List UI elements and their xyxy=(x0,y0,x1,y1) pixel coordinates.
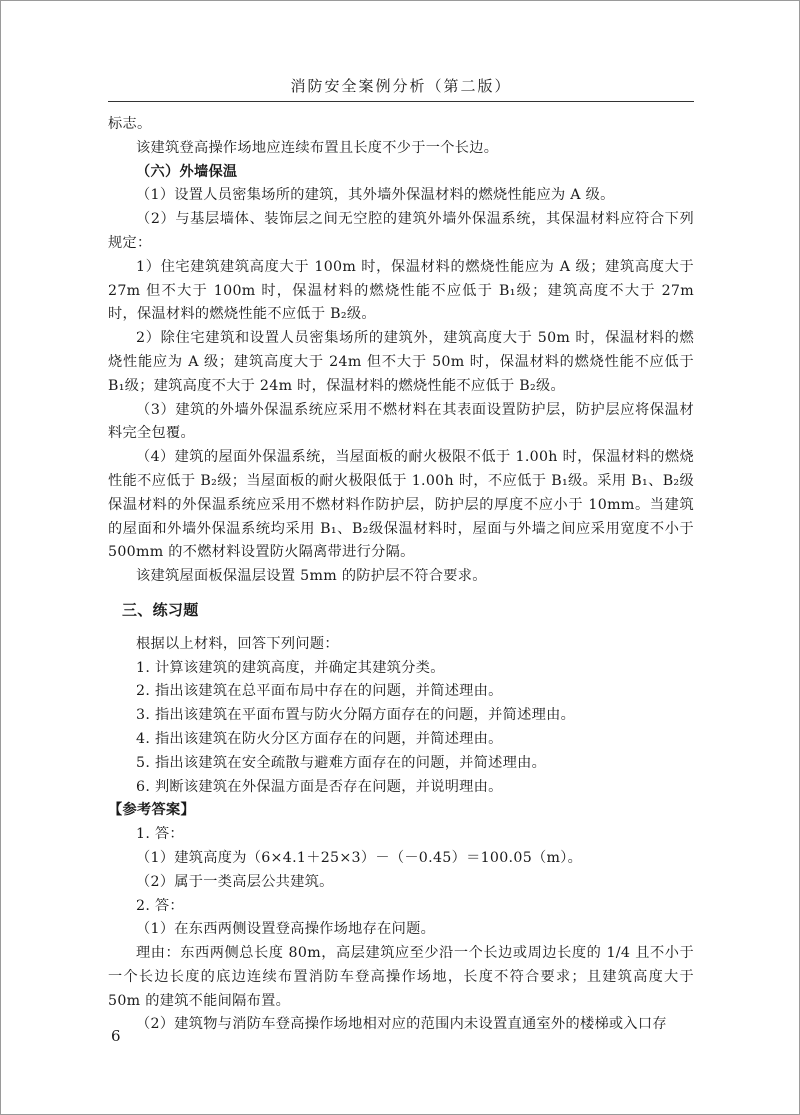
page-body xyxy=(108,113,694,1037)
running-header: 消防安全案例分析（第二版） xyxy=(290,77,512,95)
question-item: 6. 判断该建筑在外保温方面是否存在问题，并说明理由。 xyxy=(136,778,503,795)
question-item: 1. 计算该建筑的建筑高度，并确定其建筑分类。 xyxy=(136,659,445,676)
question-item: 5. 指出该建筑在安全疏散与避难方面存在的问题，并简述理由。 xyxy=(136,754,547,771)
question-item: 3. 指出该建筑在平面布置与防火分隔方面存在的问题，并简述理由。 xyxy=(136,707,576,724)
header-rule xyxy=(108,101,694,102)
paragraph: 根据以上材料，回答下列问题： xyxy=(136,635,339,652)
page-number: 6 xyxy=(111,1027,121,1045)
question-item: 2. 指出该建筑在总平面布局中存在的问题，并简述理由。 xyxy=(136,683,503,700)
paragraph: （2）与基层墙体、装饰层之间无空腔的建筑外墙外保温系统，其保温材料应符合下列规定： xyxy=(108,211,694,251)
paragraph: （4）建筑的屋面外保温系统，当屋面板的耐火极限不低于 1.00h 时，保温材料的燃烧性能不应低于 B₂级；当屋面板的耐火极限低于 1.00h 时，不应低于 B₁级。采用 B₁、B₂级保温材料的外保温系统应采用不燃材料作防护层，防护层的厚度不应小于 10mm。当建筑的屋面和外墙外保温系统均采用 B₁、B₂级保温材料时，屋面与外墙之间应采用宽度不小于 500mm 的不燃材料设置防火隔离带进行分隔。 xyxy=(108,449,694,561)
paragraph: 标志。 xyxy=(108,116,152,132)
answer-item: 理由：东西两侧总长度 80m，高层建筑应至少沿一个长边或周边长度的 1/4 且不小于一个长边长度的底边连续布置消防车登高操作场地，长度不符合要求；且建筑高度大于 50m 的建筑不能间隔布置。 xyxy=(108,945,694,1009)
question-item: 4. 指出该建筑在防火分区方面存在的问题，并简述理由。 xyxy=(136,730,503,747)
answer-item: （2）建筑物与消防车登高操作场地相对应的范围内未设置直通室外的楼梯或入口存 xyxy=(136,1016,667,1033)
paragraph: 1）住宅建筑建筑高度大于 100m 时，保温材料的燃烧性能应为 A 级；建筑高度大于 27m 但不大于 100m 时，保温材料的燃烧性能不应低于 B₁级；建筑高度不大于 27m 时，保温材料的燃烧性能不应低于 B₂级。 xyxy=(108,258,694,323)
answer-item: （1）在东西两侧设置登高操作场地存在问题。 xyxy=(136,921,436,938)
answer-item: 1. 答： xyxy=(136,826,184,843)
paragraph: （1）设置人员密集场所的建筑，其外墙外保温材料的燃烧性能应为 A 级。 xyxy=(136,187,615,204)
paragraph: 2）除住宅建筑和设置人员密集场所的建筑外，建筑高度大于 50m 时，保温材料的燃烧性能应为 A 级；建筑高度大于 24m 但不大于 50m 时，保温材料的燃烧性能不应低于 B₁级；建筑高度不大于 24m 时，保温材料的燃烧性能不应低于 B₂级。 xyxy=(108,330,694,394)
answer-heading: 【参考答案】 xyxy=(108,802,195,819)
paragraph: 该建筑屋面板保温层设置 5mm 的防护层不符合要求。 xyxy=(136,568,487,585)
paragraph: 该建筑登高操作场地应连续布置且长度不少于一个长边。 xyxy=(136,139,499,156)
chapter-heading: 三、练习题 xyxy=(122,600,199,619)
answer-item: 2. 答： xyxy=(136,897,184,914)
answer-item: （2）属于一类高层公共建筑。 xyxy=(136,873,334,890)
section-heading: （六）外墙保温 xyxy=(136,163,238,180)
paragraph: （3）建筑的外墙外保温系统应采用不燃材料在其表面设置防护层，防护层应将保温材料完全包覆。 xyxy=(108,401,694,442)
answer-item: （1）建筑高度为（6×4.1＋25×3）－（－0.45）＝100.05（m）。 xyxy=(136,849,583,866)
